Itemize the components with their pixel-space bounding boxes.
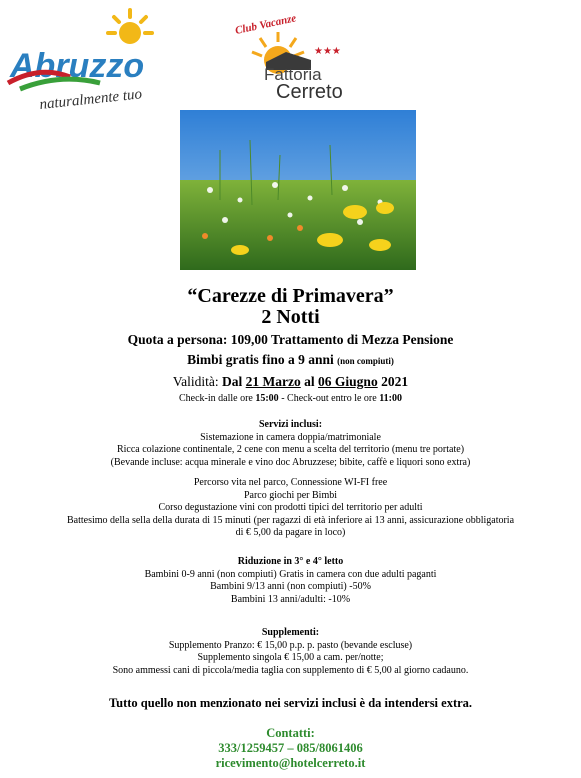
extra-note: Tutto quello non menzionato nei servizi inclusi è da intendersi extra.: [108, 696, 473, 710]
reduction-heading: Riduzione in 3° e 4° letto: [237, 556, 344, 567]
checkin-time: 15:00: [255, 393, 279, 404]
supplements-line: Supplemento Pranzo: € 15,00 p.p. p. pasto (bevande escluse): [168, 639, 413, 651]
flowers-illustration: [180, 110, 416, 270]
cerreto-club-text: Club Vacanze: [234, 12, 298, 37]
abruzzo-wordmark: Abruzzo: [10, 47, 145, 85]
contacts-phone[interactable]: 333/1259457 – 085/8061406: [218, 741, 363, 755]
price-quota: Quota a persona: 109,00 Trattamento di Mezza Pensione: [127, 332, 454, 347]
children-free: [0, 352, 581, 368]
supplements-heading: Supplementi:: [261, 627, 320, 638]
validity-line: [0, 374, 581, 390]
offer-title: “Carezze di Primavera”: [187, 285, 394, 307]
services-extra-section: [0, 477, 581, 540]
contacts-heading: Contatti:: [266, 726, 315, 740]
supplements-section: [0, 627, 581, 677]
checkin-checkout: [0, 393, 581, 406]
fattoria-cerreto-logo: [226, 12, 366, 102]
reduction-line: Bambini 9/13 anni (non compiuti) -50%: [210, 581, 371, 592]
children-free-note: (non compiuti): [337, 356, 394, 366]
abruzzo-logo: [0, 5, 170, 115]
abruzzo-tagline: naturalmente tuo: [38, 86, 143, 113]
cerreto-name-2: Cerreto: [276, 81, 343, 102]
sun-icon: [108, 10, 152, 44]
validity-year: 2021: [381, 374, 409, 389]
checkout-time: 11:00: [379, 393, 402, 404]
validity-end-date: 06 Giugno: [318, 374, 378, 389]
contacts-section: [0, 726, 581, 771]
checkin-label: Check-in dalle ore: [178, 393, 253, 404]
children-free-text: Bimbi gratis fino a 9 anni: [187, 352, 334, 367]
services-line: Sistemazione in camera doppia/matrimoniale: [200, 431, 381, 443]
services-section: [0, 419, 581, 469]
cerreto-logo-graphic: [226, 12, 366, 102]
reduction-line: Bambini 13 anni/adulti: -10%: [230, 593, 351, 605]
services-line: Ricca colazione continentale, 2 cene con menu a scelta del territorio (menu tre portate): [116, 444, 465, 455]
services-line: Corso degustazione vini con prodotti tipici del territorio per adulti: [158, 502, 423, 513]
cerreto-name-1: Fattoria: [264, 65, 322, 84]
checkout-label: - Check-out entro le ore: [281, 393, 377, 404]
services-line: Percorso vita nel parco, Connessione WI-FI free: [193, 477, 388, 488]
reduction-line: Bambini 0-9 anni (non compiuti) Gratis in camera con due adulti paganti: [144, 568, 437, 580]
services-line: Parco giochi per Bimbi: [243, 489, 338, 501]
services-line: di € 5,00 da pagare in loco): [235, 527, 346, 538]
services-line: (Bevande incluse: acqua minerale e vino doc Abruzzese; bibite, caffè e liquori sono extra): [110, 456, 471, 468]
validity-dal: Dal: [222, 374, 243, 389]
services-line: Battesimo della sella della durata di 15 minuti (per ragazzi di età inferiore ai 13 anni, assicurazione obbligatoria: [66, 514, 515, 526]
validity-al: al: [304, 374, 315, 389]
supplements-line: Supplemento singola € 15,00 a cam. per/notte;: [197, 652, 384, 663]
reduction-section: [0, 556, 581, 606]
contacts-email[interactable]: ricevimento@hotelcerreto.it: [215, 756, 366, 770]
services-heading: Servizi inclusi:: [258, 419, 323, 430]
supplements-line: Sono ammessi cani di piccola/media taglia con supplemento di € 5,00 al giorno cadauno.: [112, 664, 469, 676]
abruzzo-logo-graphic: [0, 5, 170, 115]
validity-start-date: 21 Marzo: [245, 374, 301, 389]
nights-count: 2 Notti: [261, 306, 320, 328]
spring-flowers-photo: [180, 110, 416, 270]
cerreto-stars: ★★★: [314, 46, 341, 57]
validity-label: Validità:: [172, 374, 219, 389]
